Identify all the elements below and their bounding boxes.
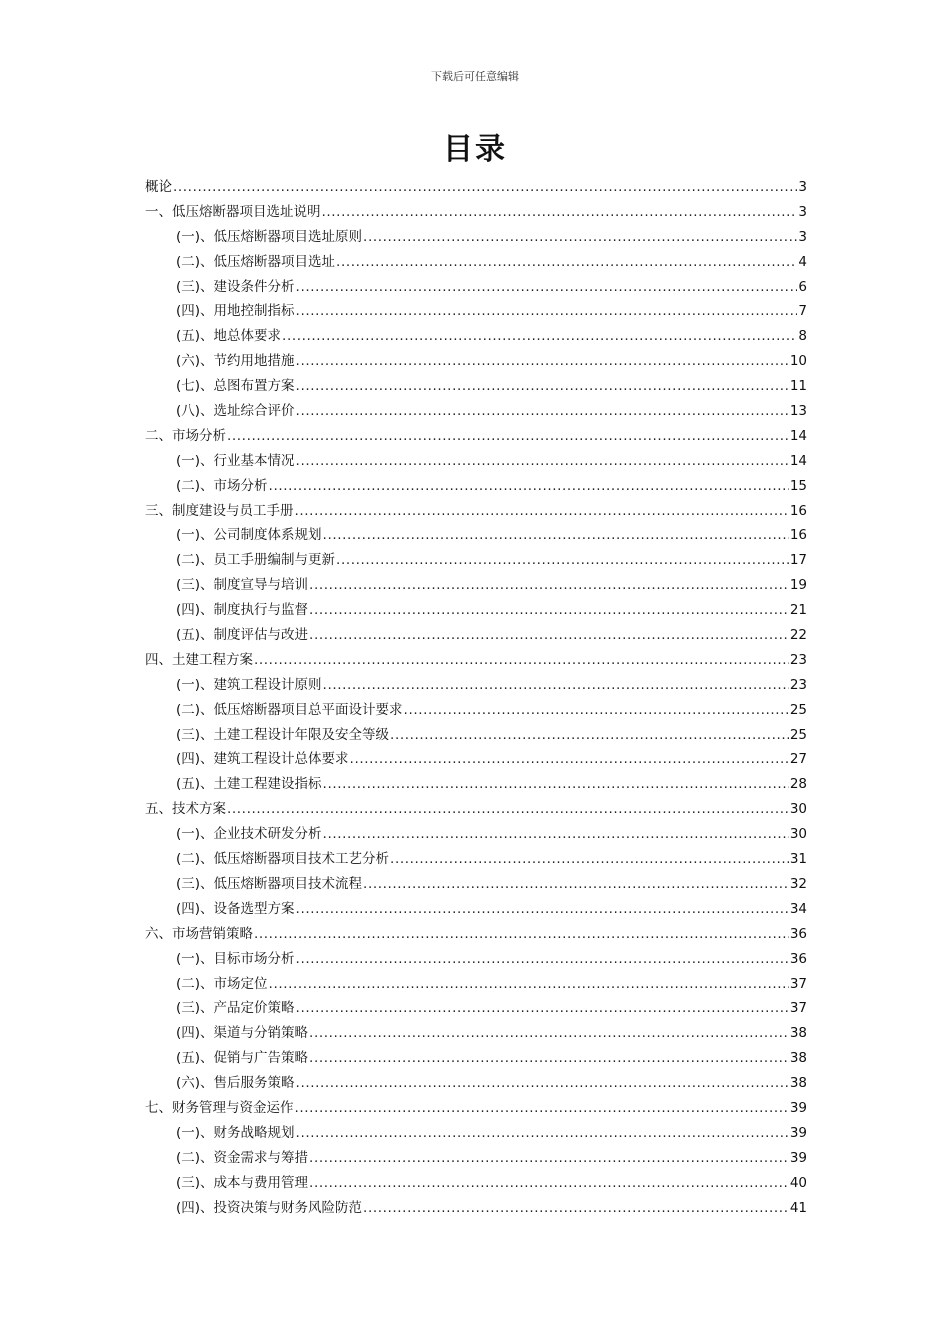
toc-entry-page-number: 39 [789,1099,807,1116]
dot-leader [309,573,789,598]
toc-entry[interactable] [145,573,807,598]
toc-entry[interactable] [145,623,807,648]
dot-leader [309,1021,789,1046]
toc-entry-label: (三)、建设条件分析 [176,278,295,295]
toc-entry-page-number: 10 [789,353,807,370]
toc-entry-page-number: 37 [789,975,807,992]
toc-entry[interactable] [145,225,807,250]
toc-entry[interactable] [145,1071,807,1096]
dot-leader [323,822,789,847]
dot-leader [363,225,797,250]
dot-leader [309,598,789,623]
toc-entry[interactable] [145,847,807,872]
toc-entry-page-number: 38 [789,1025,807,1042]
dot-leader [309,1046,789,1071]
toc-entry-page-number: 22 [789,627,807,644]
dot-leader [296,1121,789,1146]
toc-entry-label: (二)、低压熔断器项目总平面设计要求 [176,701,403,718]
toc-entry[interactable] [145,1121,807,1146]
toc-entry-label: (一)、企业技术研发分析 [176,826,322,843]
toc-entry-label: 概论 [145,179,172,195]
toc-entry-label: (三)、低压熔断器项目技术流程 [176,875,363,892]
toc-entry-page-number: 28 [789,776,807,793]
toc-entry-label: 五、技术方案 [145,801,226,818]
toc-entry[interactable] [145,1171,807,1196]
toc-entry-label: (一)、财务战略规划 [176,1124,295,1141]
toc-entry[interactable] [145,1046,807,1071]
dot-leader [296,996,789,1021]
toc-entry-label: (四)、渠道与分销策略 [176,1025,309,1042]
header-note: 下载后可任意编辑 [431,70,519,83]
toc-entry-label: 一、低压熔断器项目选址说明 [145,203,321,220]
toc-entry-page-number: 21 [789,602,807,619]
dot-leader [227,424,789,449]
dot-leader [390,847,789,872]
toc-entry[interactable] [145,872,807,897]
dot-leader [390,723,789,748]
toc-entry-label: (五)、土建工程建设指标 [176,776,322,793]
toc-entry[interactable] [145,175,807,200]
toc-entry[interactable] [145,922,807,947]
toc-entry-label: (一)、建筑工程设计原则 [176,676,322,693]
toc-entry-page-number: 23 [789,651,807,668]
toc-entry[interactable] [145,399,807,424]
toc-entry-label: (二)、低压熔断器项目选址 [176,253,336,270]
toc-entry-label: (八)、选址综合评价 [176,403,295,420]
dot-leader [323,673,789,698]
dot-leader [173,175,797,200]
toc-entry[interactable] [145,548,807,573]
toc-entry-page-number: 39 [789,1124,807,1141]
toc-entry[interactable] [145,349,807,374]
toc-entry-label: 三、制度建设与员工手册 [145,502,294,519]
dot-leader [296,349,789,374]
toc-entry[interactable] [145,1196,807,1221]
toc-entry-label: (五)、制度评估与改进 [176,627,309,644]
dot-leader [295,1096,789,1121]
toc-entry-label: (二)、市场分析 [176,477,268,494]
toc-entry-page-number: 37 [789,1000,807,1017]
toc-entry-page-number: 11 [789,378,807,395]
dot-leader [309,623,789,648]
toc-entry[interactable] [145,996,807,1021]
toc-entry-page-number: 15 [789,477,807,494]
dot-leader [282,324,797,349]
dot-leader [296,374,789,399]
toc-entry-page-number: 25 [789,701,807,718]
toc-entry-page-number: 16 [789,502,807,519]
toc-entry-label: (四)、投资决策与财务风险防范 [176,1199,363,1216]
dot-leader [254,648,789,673]
toc-entry-page-number: 27 [789,751,807,768]
toc-entry-page-number: 8 [798,328,807,345]
toc-entry-label: 二、市场分析 [145,427,226,444]
toc-entry[interactable] [145,1021,807,1046]
toc-entry-page-number: 19 [789,577,807,594]
toc-entry-label: (三)、土建工程设计年限及安全等级 [176,726,390,743]
toc-entry[interactable] [145,598,807,623]
toc-entry-label: (二)、市场定位 [176,975,268,992]
dot-leader [309,1146,789,1171]
toc-entry[interactable] [145,275,807,300]
toc-entry-page-number: 41 [789,1199,807,1216]
dot-leader [254,922,789,947]
toc-entry[interactable] [145,897,807,922]
toc-entry[interactable] [145,523,807,548]
toc-entry-page-number: 31 [789,851,807,868]
dot-leader [350,747,789,772]
toc-entry-page-number: 38 [789,1075,807,1092]
toc-entry-label: (三)、产品定价策略 [176,1000,295,1017]
toc-entry-page-number: 14 [789,427,807,444]
toc-entry[interactable] [145,424,807,449]
toc-entry-label: (一)、目标市场分析 [176,950,295,967]
toc-entry-page-number: 40 [789,1174,807,1191]
toc-entry-page-number: 3 [798,203,807,220]
dot-leader [336,250,797,275]
toc-entry-page-number: 17 [789,552,807,569]
dot-leader [363,1196,789,1221]
toc-entry-label: 七、财务管理与资金运作 [145,1099,294,1116]
toc-entry[interactable] [145,299,807,324]
toc-entry-label: (一)、低压熔断器项目选址原则 [176,228,363,245]
toc-entry-label: (一)、公司制度体系规划 [176,527,322,544]
toc-entry[interactable] [145,449,807,474]
toc-entry-page-number: 3 [798,228,807,245]
toc-entry-label: (五)、促销与广告策略 [176,1050,309,1067]
toc-entry[interactable] [145,972,807,997]
toc-entry-label: (二)、员工手册编制与更新 [176,552,336,569]
toc-entry[interactable] [145,1146,807,1171]
toc-entry-page-number: 39 [789,1149,807,1166]
toc-entry[interactable] [145,200,807,225]
table-of-contents [145,175,807,1220]
toc-entry[interactable] [145,1096,807,1121]
dot-leader [296,399,789,424]
toc-entry-page-number: 25 [789,726,807,743]
toc-entry[interactable] [145,723,807,748]
toc-entry-label: (四)、用地控制指标 [176,303,295,320]
toc-entry[interactable] [145,673,807,698]
toc-entry-page-number: 4 [798,253,807,270]
toc-entry-page-number: 32 [789,875,807,892]
toc-entry[interactable] [145,772,807,797]
toc-entry-page-number: 38 [789,1050,807,1067]
toc-entry[interactable] [145,374,807,399]
toc-entry-label: (三)、制度宣导与培训 [176,577,309,594]
page-title: 目录 [443,132,507,167]
toc-entry-page-number: 13 [789,403,807,420]
dot-leader [269,474,789,499]
dot-leader [296,1071,789,1096]
dot-leader [309,1171,789,1196]
toc-entry-label: (六)、售后服务策略 [176,1075,295,1092]
toc-entry-label: (二)、资金需求与筹措 [176,1149,309,1166]
toc-entry-page-number: 16 [789,527,807,544]
toc-entry-label: (四)、建筑工程设计总体要求 [176,751,349,768]
toc-entry-label: (三)、成本与费用管理 [176,1174,309,1191]
toc-entry-page-number: 36 [789,950,807,967]
toc-entry[interactable] [145,250,807,275]
toc-entry-page-number: 36 [789,925,807,942]
toc-entry[interactable] [145,474,807,499]
dot-leader [227,797,789,822]
toc-entry-label: (六)、节约用地措施 [176,353,295,370]
toc-entry[interactable] [145,499,807,524]
toc-entry-page-number: 3 [798,179,807,195]
dot-leader [404,698,789,723]
toc-entry[interactable] [145,822,807,847]
dot-leader [296,947,789,972]
dot-leader [323,523,789,548]
dot-leader [269,972,789,997]
dot-leader [323,772,789,797]
dot-leader [336,548,789,573]
toc-entry[interactable] [145,797,807,822]
toc-entry[interactable] [145,947,807,972]
toc-entry-label: (四)、制度执行与监督 [176,602,309,619]
dot-leader [363,872,789,897]
dot-leader [296,897,789,922]
toc-entry-page-number: 6 [798,278,807,295]
toc-entry-page-number: 30 [789,801,807,818]
toc-entry[interactable] [145,324,807,349]
toc-entry-label: (四)、设备选型方案 [176,900,295,917]
dot-leader [322,200,798,225]
toc-entry[interactable] [145,747,807,772]
toc-entry-label: 四、土建工程方案 [145,651,253,668]
dot-leader [296,449,789,474]
toc-entry-label: (一)、行业基本情况 [176,452,295,469]
toc-entry-label: (二)、低压熔断器项目技术工艺分析 [176,851,390,868]
toc-entry-label: (五)、地总体要求 [176,328,282,345]
toc-entry[interactable] [145,698,807,723]
toc-entry-page-number: 14 [789,452,807,469]
toc-entry-label: (七)、总图布置方案 [176,378,295,395]
toc-entry-page-number: 23 [789,676,807,693]
toc-entry-page-number: 34 [789,900,807,917]
toc-entry-page-number: 30 [789,826,807,843]
toc-entry-page-number: 7 [798,303,807,320]
toc-entry[interactable] [145,648,807,673]
dot-leader [296,275,798,300]
dot-leader [295,499,789,524]
dot-leader [296,299,798,324]
toc-entry-label: 六、市场营销策略 [145,925,253,942]
